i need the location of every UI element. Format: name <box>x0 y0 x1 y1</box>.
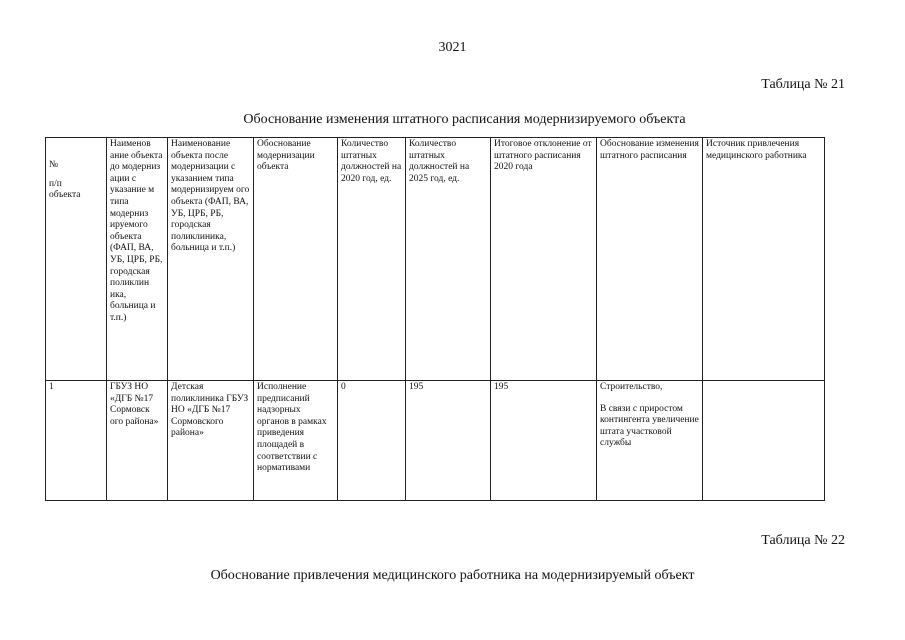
table-21-label: Таблица № 21 <box>761 77 845 92</box>
cell-deviation: 195 <box>491 381 597 501</box>
header-num-symbol: № <box>49 160 59 170</box>
header-source: Источник привлечения медицинского работника <box>703 138 825 381</box>
cell-justification: Исполнение предписаний надзорных органов в рамках приведения площадей в соответствии с нормативами <box>254 381 338 501</box>
cell-name-after: Детская поликлиника ГБУЗ НО «ДГБ №17 Сормовского района» <box>168 381 254 501</box>
table-22-caption: Обоснование привлечения медицинского работника на модернизируемый объект <box>210 568 695 583</box>
header-name-after: Наименование объекта после модернизации с указанием типа модернизируем ого объекта (ФАП, ВА, УБ, ЦРБ, РБ, городская поликлиника, больница и т.п.) <box>168 138 254 381</box>
cell-change-reason-line2: В связи с приростом контингента увеличение штата участковой службы <box>600 403 699 449</box>
staffing-table <box>45 137 825 501</box>
table-row <box>46 381 825 501</box>
cell-source <box>703 381 825 501</box>
header-change-reason: Обоснование изменения штатного расписания <box>597 138 703 381</box>
page-number: 3021 <box>438 40 467 55</box>
cell-num: 1 <box>46 381 107 501</box>
header-name-before: Наименов ание объекта до модерниз ации с указание м типа модерниз ируемого объекта (ФАП, ВА, УБ, ЦРБ, РБ, городская поликлин ика, больница и т.п.) <box>107 138 168 381</box>
cell-name-before: ГБУЗ НО «ДГБ №17 Сормовск ого района» <box>107 381 168 501</box>
cell-staff-2025: 195 <box>406 381 491 501</box>
table-22-label: Таблица № 22 <box>761 533 845 548</box>
header-num-line2: объекта <box>49 190 81 201</box>
header-num <box>46 138 107 381</box>
table-header-row <box>46 138 825 381</box>
header-deviation: Итоговое отклонение от штатного расписания 2020 года <box>491 138 597 381</box>
cell-change-reason <box>597 381 703 501</box>
header-staff-2025: Количество штатных должностей на 2025 год, ед. <box>406 138 491 381</box>
cell-change-reason-line1: Строительство, <box>600 382 663 392</box>
cell-staff-2020: 0 <box>338 381 406 501</box>
header-justification: Обоснование модернизации объекта <box>254 138 338 381</box>
header-num-line1: п/п <box>49 178 62 189</box>
header-staff-2020: Количество штатных должностей на 2020 год, ед. <box>338 138 406 381</box>
table-21-caption: Обоснование изменения штатного расписания модернизируемого объекта <box>243 112 686 127</box>
